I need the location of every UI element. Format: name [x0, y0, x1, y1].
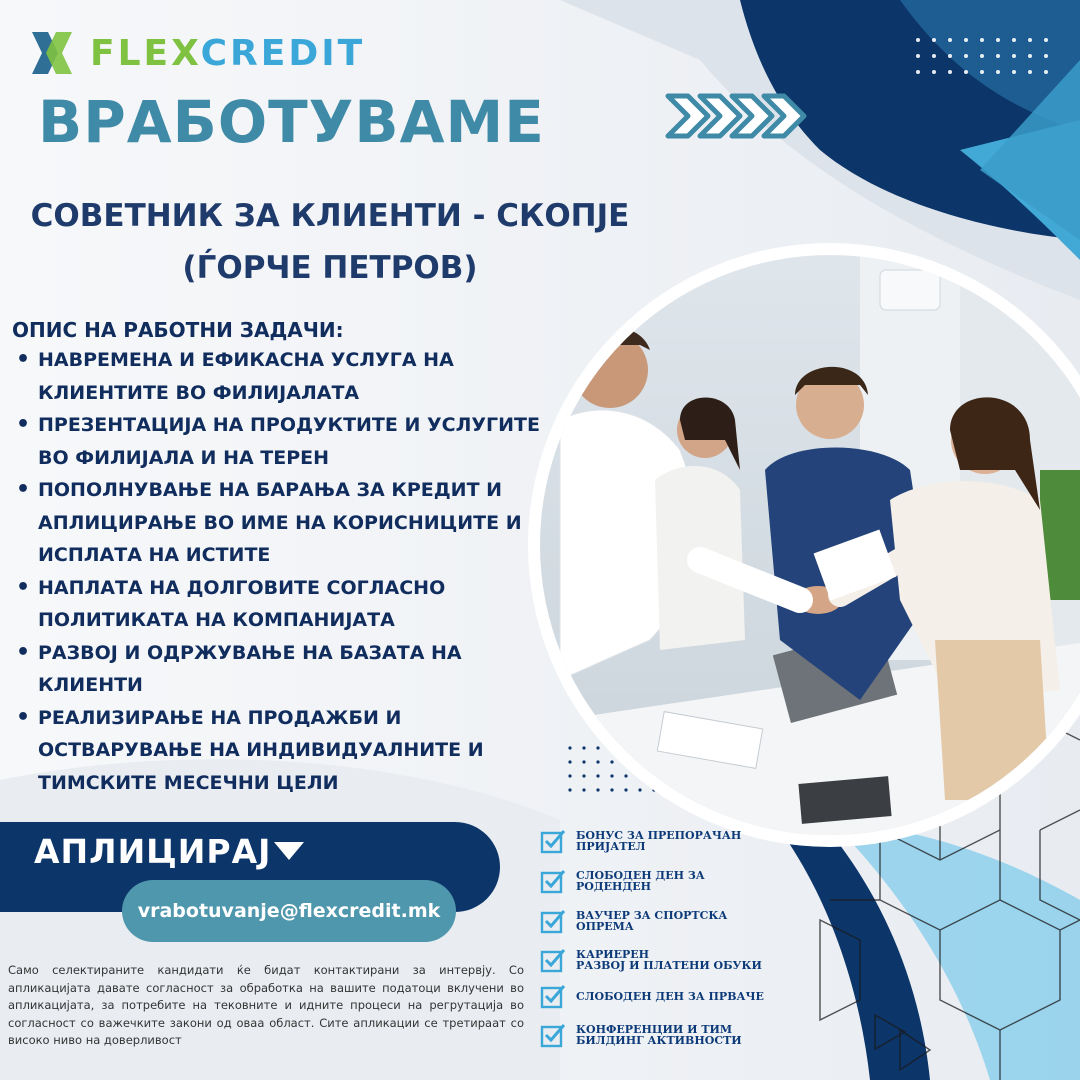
- benefit-line1: СЛОБОДЕН ДЕН ЗА ПРВАЧЕ: [576, 989, 764, 1003]
- brand-name: [90, 33, 365, 74]
- duties-list: [14, 344, 569, 799]
- caret-down-icon: [274, 842, 304, 860]
- privacy-disclaimer: Само селектираните кандидати ќе бидат контактирани за интервју. Со апликацијата давате согласност за обработка на вашите податоци вклучени во апликацијата, за потребите на тековните и идните процеси на регрутација во согласност со важечките закони од оваа област. Сите апликации се третираат со високо ниво на доверливост: [8, 963, 524, 1047]
- apply-button[interactable]: АПЛИЦИРАЈ: [34, 832, 272, 871]
- benefit-line1: ВАУЧЕР ЗА СПОРТСКА: [576, 909, 728, 922]
- list-item: • ПОПОЛНУВАЊЕ НА БАРАЊА ЗА КРЕДИТ И АПЛИЦИРАЊЕ ВО ИМЕ НА КОРИСНИЦИТЕ И ИСПЛАТА НА ИСТИТЕ: [14, 474, 569, 572]
- page-headline: ВРАБОТУВАМЕ: [38, 88, 545, 156]
- checkbox-checked-icon: [540, 868, 566, 894]
- job-position-title: [0, 190, 660, 294]
- benefit-line1: КАРИЕРЕН: [576, 948, 650, 961]
- benefit-item: [540, 983, 780, 1009]
- list-item: • ПРЕЗЕНТАЦИЈА НА ПРОДУКТИТЕ И УСЛУГИТЕ ВО ФИЛИЈАЛА И НА ТЕРЕН: [14, 409, 569, 474]
- benefit-line2: ОПРЕМА: [576, 920, 634, 933]
- brand-name-flex: FLEX: [90, 32, 201, 74]
- benefit-line1: КОНФЕРЕНЦИИ И ТИМ: [576, 1023, 733, 1036]
- benefit-item: [540, 908, 780, 934]
- list-item: • НАВРЕМЕНА И ЕФИКАСНА УСЛУГА НА КЛИЕНТИТЕ ВО ФИЛИЈАЛАТА: [14, 344, 569, 409]
- list-item: • НАПЛАТА НА ДОЛГОВИТЕ СОГЛАСНО ПОЛИТИКАТА НА КОМПАНИЈАТА: [14, 572, 569, 637]
- duties-title: ОПИС НА РАБОТНИ ЗАДАЧИ:: [12, 318, 344, 342]
- benefit-line2: РАЗВОЈ И ПЛАТЕНИ ОБУКИ: [576, 959, 762, 972]
- benefit-item: [540, 947, 780, 973]
- benefit-line1: БОНУС ЗА ПРЕПОРАЧАН: [576, 829, 742, 842]
- checkbox-checked-icon: [540, 947, 566, 973]
- benefit-line1: СЛОБОДЕН ДЕН ЗА: [576, 869, 705, 882]
- checkbox-checked-icon: [540, 908, 566, 934]
- list-item: • РАЗВОЈ И ОДРЖУВАЊЕ НА БАЗАТА НА КЛИЕНТИ: [14, 637, 569, 702]
- checkbox-checked-icon: [540, 828, 566, 854]
- benefit-item: [540, 868, 780, 894]
- checkbox-checked-icon: [540, 1022, 566, 1048]
- flexcredit-x-logo-icon: [30, 30, 74, 76]
- benefit-line2: РОДЕНДЕН: [576, 880, 651, 893]
- chevron-arrows-icon: [668, 96, 804, 136]
- job-position-line2: (ЃОРЧЕ ПЕТРОВ): [182, 250, 478, 286]
- benefit-line2: ПРИЈАТЕЛ: [576, 840, 646, 853]
- brand-logo[interactable]: [30, 28, 390, 78]
- brand-name-credit: CREDIT: [200, 32, 366, 74]
- email-link[interactable]: vrabotuvanje@flexcredit.mk: [122, 880, 456, 942]
- benefit-item: [540, 828, 780, 854]
- benefit-line2: БИЛДИНГ АКТИВНОСТИ: [576, 1034, 742, 1047]
- benefit-item: [540, 1022, 780, 1048]
- checkbox-checked-icon: [540, 983, 566, 1009]
- list-item: • РЕАЛИЗИРАЊЕ НА ПРОДАЖБИ И ОСТВАРУВАЊЕ НА ИНДИВИДУАЛНИТЕ И ТИМСКИТЕ МЕСЕЧНИ ЦЕЛИ: [14, 702, 569, 800]
- job-position-line1: СОВЕТНИК ЗА КЛИЕНТИ - СКОПЈЕ: [30, 198, 630, 234]
